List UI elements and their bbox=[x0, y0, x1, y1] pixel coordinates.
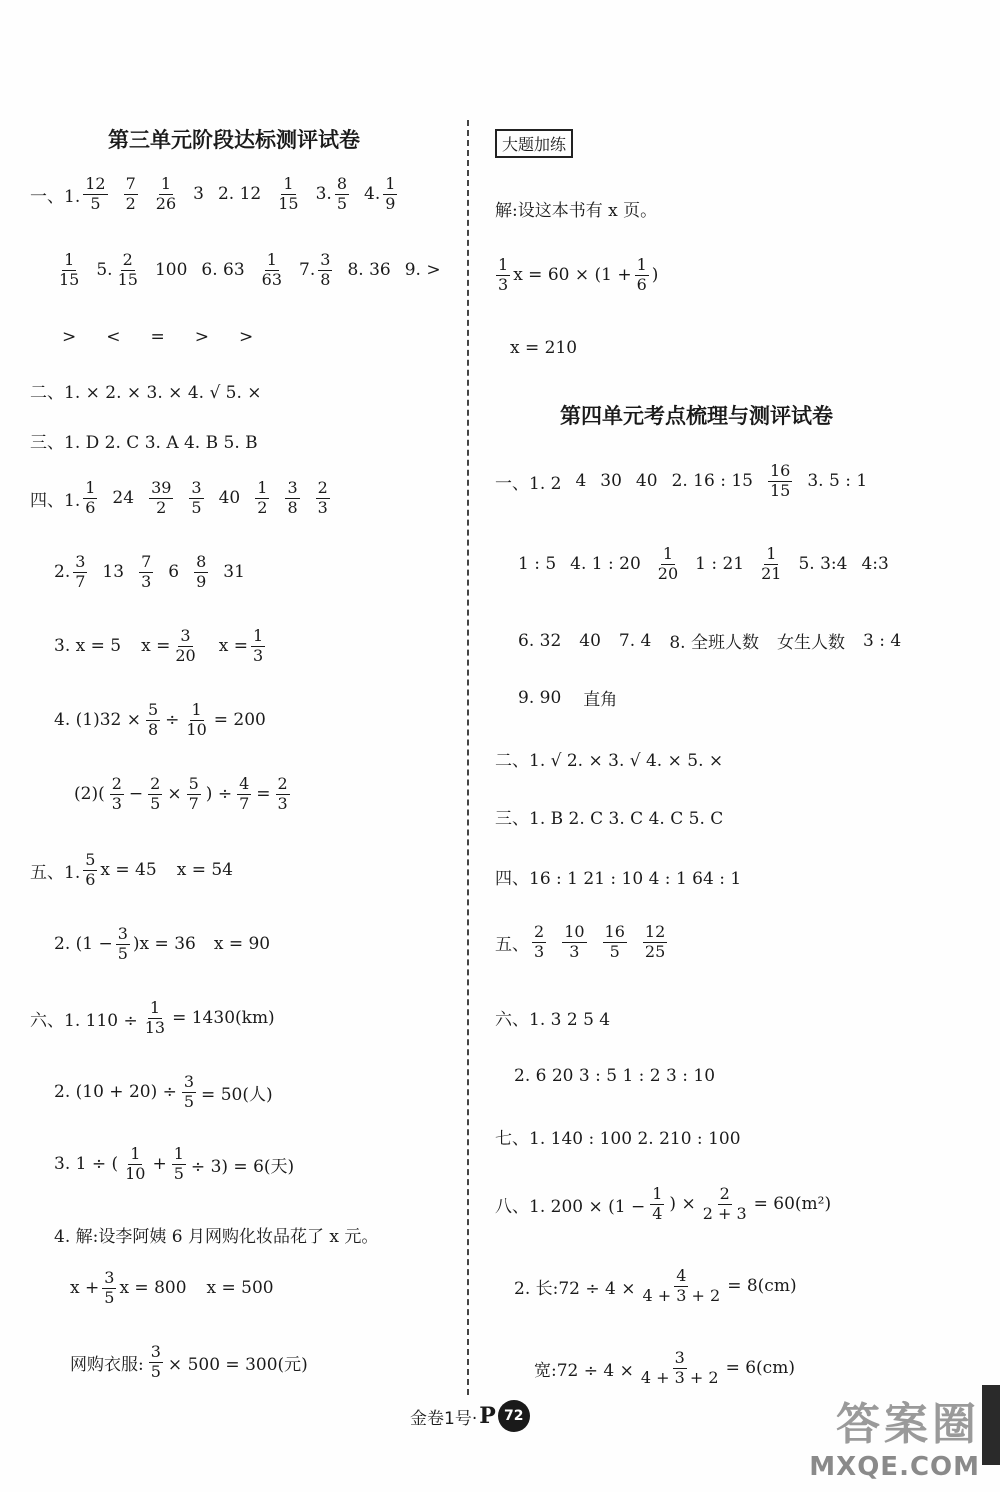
unit4-section6-line1: 六、1. 3 2 5 4 bbox=[495, 1010, 611, 1030]
unit3-section5-line1: 五、1. $\frac{5}{6}$ x = 45 x = 54 bbox=[30, 850, 233, 889]
unit3-section1-line3: > < = > > bbox=[62, 327, 254, 347]
unit3-section4-line4: 4. (1)32 × $\frac{5}{8}$ ÷ $\frac{1}{10}$ = 200 bbox=[54, 700, 266, 739]
unit3-section6-line2: 2. (10 + 20) ÷ $\frac{3}{5}$ = 50(人) bbox=[54, 1072, 273, 1111]
watermark-logo: 答案圈 bbox=[836, 1399, 980, 1450]
unit4-section1-line4: 9. 90 直角 bbox=[518, 687, 618, 710]
unit4-section8-line3: 宽:72 ÷ 4 × $\frac{3}{4 + 3 + 2}$ = 6(cm) bbox=[534, 1348, 795, 1387]
unit3-section1-line2: $\frac{1}{15}$ 5. $\frac{2}{15}$ 100 6. 63 $\frac{1}{63}$ 7. $\frac{3}{8}$ 8. 36 9. > bbox=[59, 250, 441, 289]
footer-label: 金卷1号· bbox=[410, 1408, 478, 1429]
unit4-title: 第四单元考点梳理与测评试卷 bbox=[560, 404, 833, 428]
extra-practice-line1: 解:设这本书有 x 页。 bbox=[495, 201, 658, 221]
column-divider bbox=[467, 120, 469, 1395]
unit3-section2: 二、1. × 2. × 3. × 4. √ 5. × bbox=[30, 383, 262, 403]
extra-practice-line2: $\frac{1}{3}$ x = 60 × (1 + $\frac{1}{6}$ ) bbox=[498, 255, 659, 294]
page-number-badge: 72 bbox=[498, 1400, 530, 1432]
unit4-section2: 二、1. √ 2. × 3. √ 4. × 5. × bbox=[495, 751, 724, 771]
unit4-section1-line1: 一、1. 2 4 30 40 2. 16 : 15 $\frac{16}{15}$ 3. 5 : 1 bbox=[495, 461, 868, 500]
unit4-section7: 七、1. 140 : 100 2. 210 : 100 bbox=[495, 1129, 741, 1149]
unit3-section6-line3: 3. 1 ÷ ( $\frac{1}{10}$ + $\frac{1}{5}$ ÷ 3) = 6(天) bbox=[54, 1144, 295, 1183]
unit4-section8-line1: 八、1. 200 × (1 − $\frac{1}{4}$ ) × $\frac{2}{2 + 3}$ = 60(m²) bbox=[495, 1184, 832, 1223]
footer-p-mark: P bbox=[479, 1403, 496, 1429]
extra-practice-box: 大题加练 bbox=[495, 129, 573, 158]
unit3-section4-line1: 四、1. $\frac{1}{6}$ 24 $\frac{39}{2}$ $\frac{3}{5}$ 40 $\frac{1}{2}$ $\frac{3}{8}$ $\frac{2}{3}$ bbox=[30, 478, 328, 517]
unit3-section6-line6: 网购衣服: $\frac{3}{5}$ × 500 = 300(元) bbox=[70, 1342, 308, 1381]
page-edge-mark bbox=[982, 1385, 1000, 1465]
watermark bbox=[809, 1388, 980, 1482]
unit3-title: 第三单元阶段达标测评试卷 bbox=[108, 128, 360, 152]
unit3-section3: 三、1. D 2. C 3. A 4. B 5. B bbox=[30, 433, 258, 453]
unit3-section6-line4: 4. 解:设李阿姨 6 月网购化妆品花了 x 元。 bbox=[54, 1227, 379, 1247]
unit3-section6-line1: 六、1. 110 ÷ $\frac{1}{13}$ = 1430(km) bbox=[30, 998, 275, 1037]
unit3-section4-line3: 3. x = 5 x = $\frac{3}{20}$ x = $\frac{1}{3}$ bbox=[54, 626, 264, 665]
unit4-section8-line2: 2. 长:72 ÷ 4 × $\frac{4}{4 + 3 + 2}$ = 8(cm) bbox=[514, 1266, 797, 1305]
unit3-section1-line1: 一、1. $\frac{12}{5}$ $\frac{7}{2}$ $\frac{1}{26}$ 3 2. 12 $\frac{1}{15}$ 3. $\frac{8}{5}$ 4. $\frac{1}{9}$ bbox=[30, 174, 396, 213]
page-footer bbox=[410, 1400, 530, 1432]
unit4-section1-line2: 1 : 5 4. 1 : 20 $\frac{1}{20}$ 1 : 21 $\frac{1}{21}$ 5. 3:4 4:3 bbox=[518, 544, 889, 583]
unit4-section1-line3: 6. 32 40 7. 4 8. 全班人数 女生人数 3 : 4 bbox=[518, 630, 902, 653]
unit3-section5-line2: 2. (1 − $\frac{3}{5}$ )x = 36 x = 90 bbox=[54, 924, 271, 963]
unit4-section5: 五、 $\frac{2}{3}$ $\frac{10}{3}$ $\frac{16}{5}$ $\frac{12}{25}$ bbox=[495, 922, 666, 961]
unit3-section4-line2: 2. $\frac{3}{7}$ 13 $\frac{7}{3}$ 6 $\frac{8}{9}$ 31 bbox=[54, 552, 245, 591]
unit3-section4-line5: (2)( $\frac{2}{3}$ − $\frac{2}{5}$ × $\frac{5}{7}$ ) ÷ $\frac{4}{7}$ = $\frac{2}{3}$ bbox=[74, 774, 288, 813]
extra-practice-line3: x = 210 bbox=[510, 338, 578, 358]
unit4-section4: 四、16 : 1 21 : 10 4 : 1 64 : 1 bbox=[495, 869, 742, 889]
unit4-section3: 三、1. B 2. C 3. C 4. C 5. C bbox=[495, 809, 724, 829]
watermark-url: MXQE.COM bbox=[809, 1452, 980, 1482]
unit4-section6-line2: 2. 6 20 3 : 5 1 : 2 3 : 10 bbox=[514, 1066, 716, 1086]
unit3-section6-line5: x + $\frac{3}{5}$ x = 800 x = 500 bbox=[70, 1268, 274, 1307]
